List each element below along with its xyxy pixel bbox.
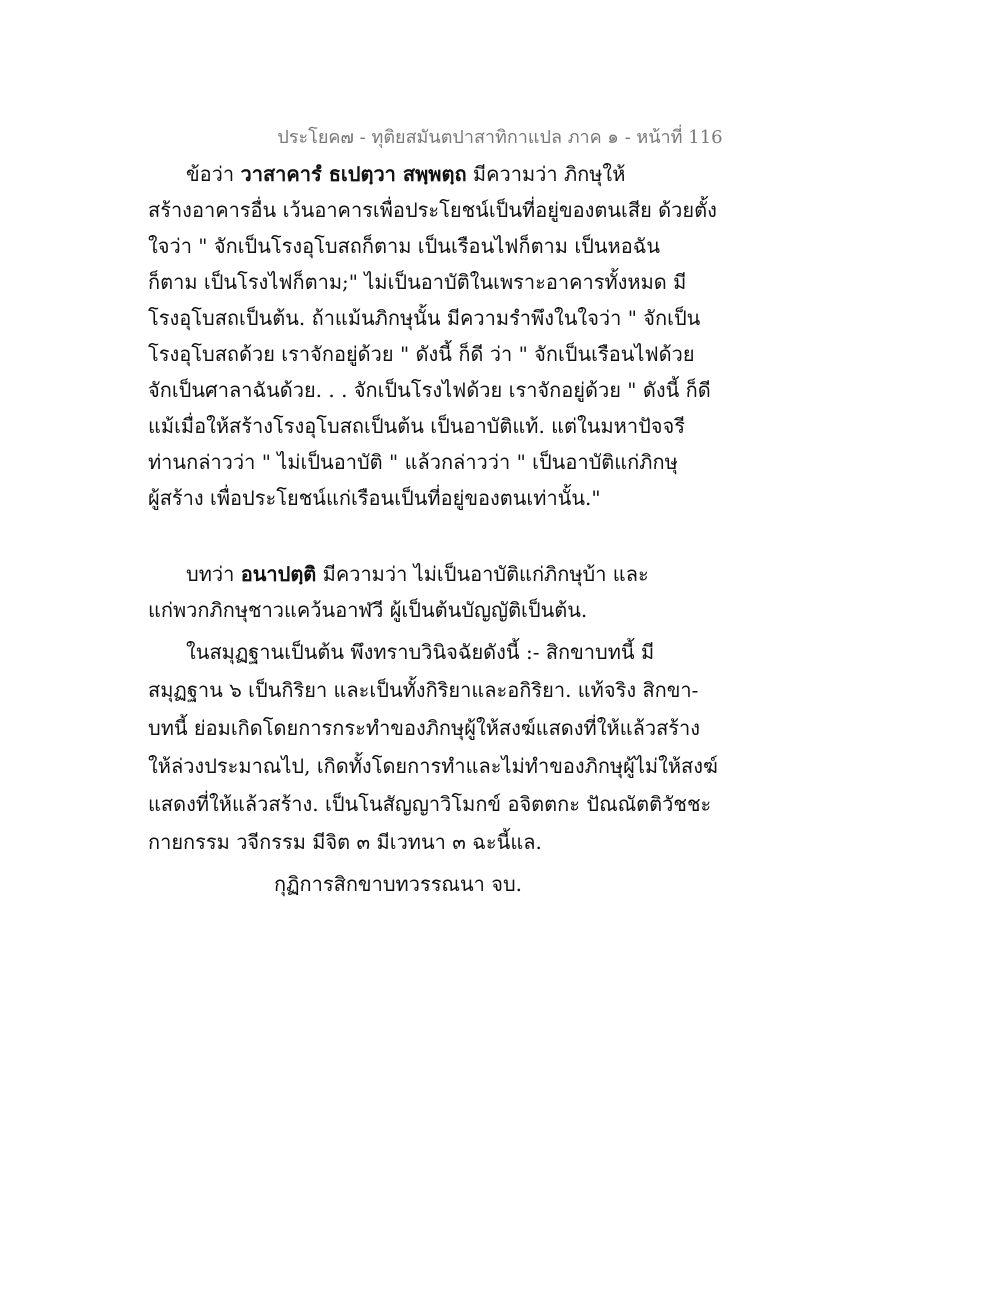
- text-line: แก่พวกภิกษุชาวแคว้นอาฬวี ผู้เป็นต้นบัญญัติเป็นต้น.: [148, 598, 588, 622]
- text-line: ในสมุฏฐานเป็นต้น พึงทราบวินิจฉัยดังนี้ :- สิกขาบทนี้ มี: [186, 640, 655, 664]
- text-line: ให้ล่วงประมาณไป, เกิดทั้งโดยการทำและไม่ทำของภิกษุผู้ไม่ให้สงฆ์: [148, 754, 718, 778]
- section-end-note: กุฏิการสิกขาบทวรรณนา จบ.: [274, 872, 523, 896]
- text-line: ใจว่า " จักเป็นโรงอุโบสถก็ตาม เป็นเรือนไฟก็ตาม เป็นหอฉัน: [148, 234, 661, 258]
- pali-term: วาสาคารํ ธเปตฺวา สพฺพตฺถ: [240, 162, 467, 186]
- text-line: จักเป็นศาลาฉันด้วย. . . จักเป็นโรงไฟด้วย เราจักอยู่ด้วย " ดังนี้ ก็ดี: [148, 378, 711, 402]
- text-line: แม้เมื่อให้สร้างโรงอุโบสถเป็นต้น เป็นอาบัติแท้. แต่ในมหาปัจจรี: [148, 414, 685, 438]
- text-line: สร้างอาคารอื่น เว้นอาคารเพื่อประโยชน์เป็นที่อยู่ของตนเสีย ด้วยตั้ง: [148, 198, 717, 222]
- text-line: บทว่า อนาปตฺติ มีความว่า ไม่เป็นอาบัติแก่ภิกษุบ้า และ: [186, 562, 649, 586]
- text-line: แสดงที่ให้แล้วสร้าง. เป็นโนสัญญาวิโมกข์ อจิตตกะ ปัณณัตติวัชชะ: [148, 792, 712, 816]
- text-line: โรงอุโบสถด้วย เราจักอยู่ด้วย " ดังนี้ ก็ดี ว่า " จักเป็นเรือนไฟด้วย: [148, 342, 695, 366]
- text-line: กายกรรม วจีกรรม มีจิต ๓ มีเวทนา ๓ ฉะนี้แล.: [148, 830, 542, 854]
- text-line: สมุฏฐาน ๖ เป็นกิริยา และเป็นทั้งกิริยาและอกิริยา. แท้จริง สิกขา-: [148, 678, 699, 702]
- text-line: ก็ตาม เป็นโรงไฟก็ตาม;" ไม่เป็นอาบัติในเพราะอาคารทั้งหมด มี: [148, 270, 687, 294]
- pali-term: อนาปตฺติ: [240, 562, 317, 586]
- text-line: โรงอุโบสถเป็นต้น. ถ้าแม้นภิกษุนั้น มีความรำพึงในใจว่า " จักเป็น: [148, 306, 701, 330]
- page-header: ประโยค๗ - ทุติยสมันตปาสาทิกาแปล ภาค ๑ - หน้าที่ 116: [277, 127, 723, 148]
- text-line: ท่านกล่าวว่า " ไม่เป็นอาบัติ " แล้วกล่าวว่า " เป็นอาบัติแก่ภิกษุ: [148, 450, 678, 474]
- text-line: บทนี้ ย่อมเกิดโดยการกระทำของภิกษุผู้ให้สงฆ์แสดงที่ให้แล้วสร้าง: [148, 716, 701, 740]
- text-line: ข้อว่า วาสาคารํ ธเปตฺวา สพฺพตฺถ มีความว่า ภิกษุให้: [186, 162, 626, 186]
- text-line: ผู้สร้าง เพื่อประโยชน์แก่เรือนเป็นที่อยู่ของตนเท่านั้น.": [148, 486, 601, 510]
